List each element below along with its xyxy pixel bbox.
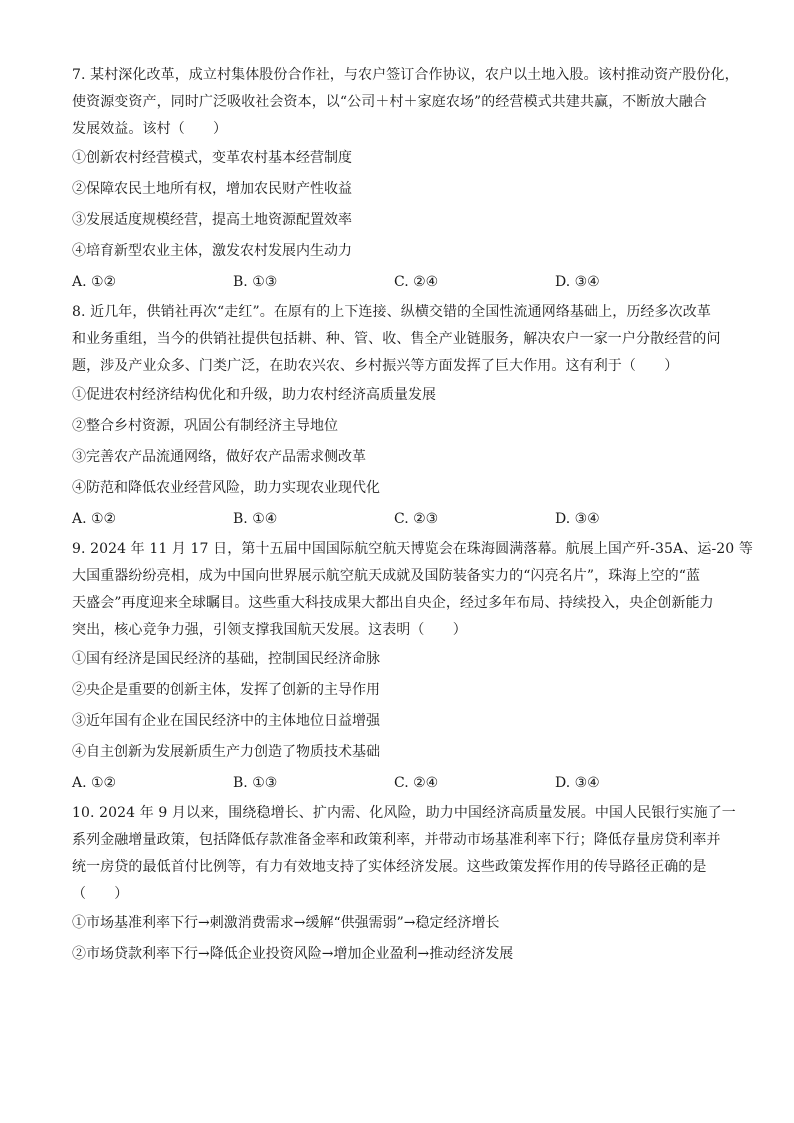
stem-line: 9. 2024 年 11 月 17 日，第十五届中国国际航空航天博览会在珠海圆满落幕。航展上国产歼-35A、运-20 等 [72,541,753,557]
statement-option: ③发展适度规模经营，提高土地资源配置效率 [72,212,352,228]
exam-page [72,62,753,970]
answer-choice: C. ②④ [394,775,439,791]
stem-line: 使资源变资产，同时广泛吸收社会资本，以“公司＋村＋家庭农场”的经营模式共建共赢，不断放大融合 [72,94,707,110]
stem-line: （ ） [72,886,129,902]
stem-line: 7. 某村深化改革，成立村集体股份合作社，与农户签订合作协议，农户以土地入股。该村推动资产股份化， [72,67,739,83]
statement-option: ②市场贷款利率下行→降低企业投资风险→增加企业盈利→推动经济发展 [72,946,514,962]
answer-choice: C. ②③ [394,511,439,527]
answer-choice: B. ①③ [233,775,278,791]
statement-option: ①国有经济是国民经济的基础，控制国民经济命脉 [72,651,380,667]
question-9 [72,536,753,798]
statement-option: ①市场基准利率下行→刺激消费需求→缓解“供强需弱”→稳定经济增长 [72,915,500,931]
stem-line: 大国重器纷纷亮相，成为中国向世界展示航空航天成就及国防装备实力的“闪亮名片”，珠海上空的“蓝 [72,568,701,584]
stem-line: 天盛会”再度迎来全球瞩目。这些重大科技成果大都出自央企，经过多年布局、持续投入，央企创新能力 [72,595,714,611]
statement-option: ④培育新型农业主体，激发农村发展内生动力 [72,243,352,259]
question-stem [72,800,736,908]
answer-choice: D. ③④ [555,274,600,290]
statement-option: ③近年国有企业在国民经济中的主体地位日益增强 [72,713,380,729]
answer-choices [72,267,732,297]
question-10 [72,800,736,970]
answer-choice: D. ③④ [555,775,600,791]
statement-option: ②整合乡村资源，巩固公有制经济主导地位 [72,418,338,434]
statement-option: ②央企是重要的创新主体，发挥了创新的主导作用 [72,682,380,698]
answer-choice: C. ②④ [394,274,439,290]
question-stem [72,536,753,644]
answer-choices [72,768,732,798]
question-7 [72,62,739,297]
stem-line: 8. 近几年，供销社再次“走红”。在原有的上下连接、纵横交错的全国性流通网络基础上，历经多次改革 [72,304,711,320]
statement-option: ①促进农村经济结构优化和升级，助力农村经济高质量发展 [72,387,436,403]
answer-choices [72,504,732,534]
statement-option: ④防范和降低农业经营风险，助力实现农业现代化 [72,480,380,496]
answer-choice: A. ①② [72,511,117,527]
stem-line: 统一房贷的最低首付比例等，有力有效地支持了实体经济发展。这些政策发挥作用的传导路径正确的是 [72,859,707,875]
stem-line: 10. 2024 年 9 月以来，围绕稳增长、扩内需、化风险，助力中国经济高质量发展。中国人民银行实施了一 [72,805,736,821]
question-8 [72,299,732,534]
stem-line: 题，涉及产业众多、门类广泛，在助农兴农、乡村振兴等方面发挥了巨大作用。这有利于（ ） [72,358,679,374]
answer-choice: A. ①② [72,775,117,791]
answer-choice: B. ①③ [233,274,278,290]
answer-choice: B. ①④ [233,511,278,527]
statement-option: ④自主创新为发展新质生产力创造了物质技术基础 [72,744,380,760]
question-stem [72,299,732,380]
stem-line: 和业务重组，当今的供销社提供包括耕、种、管、收、售全产业链服务，解决农户一家一户分散经营的问 [72,331,721,347]
question-stem [72,62,739,143]
answer-choice: A. ①② [72,274,117,290]
stem-line: 发展效益。该村（ ） [72,121,228,137]
statement-option: ②保障农民土地所有权，增加农民财产性收益 [72,181,352,197]
statement-option: ①创新农村经营模式，变革农村基本经营制度 [72,150,352,166]
stem-line: 系列金融增量政策，包括降低存款准备金率和政策利率，并带动市场基准利率下行；降低存量房贷利率并 [72,832,721,848]
stem-line: 突出，核心竞争力强，引领支撑我国航天发展。这表明（ ） [72,622,467,638]
statement-option: ③完善农产品流通网络，做好农产品需求侧改革 [72,449,366,465]
answer-choice: D. ③④ [555,511,600,527]
